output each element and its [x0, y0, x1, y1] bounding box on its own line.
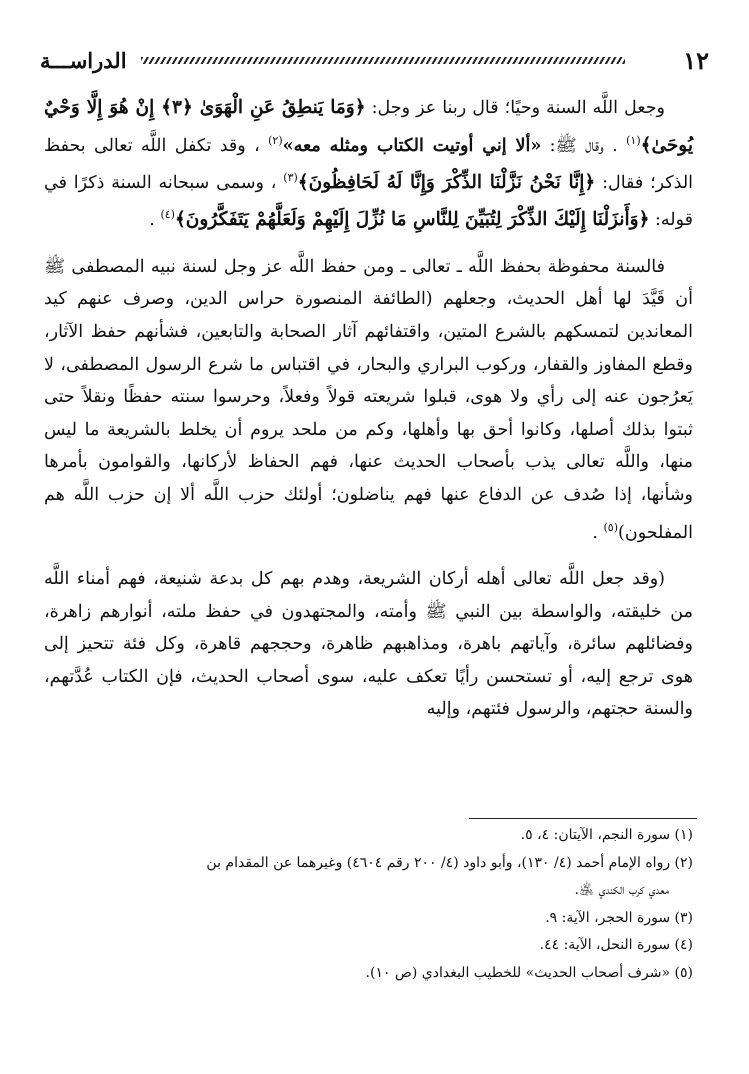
footnote-item: (٤) سورة النحل، الآية: ٤٤. [539, 937, 693, 953]
footnote-divider [469, 818, 697, 819]
footnote-item: (١) سورة النجم، الآيتان: ٤، ٥. [520, 827, 693, 843]
page-header [40, 40, 709, 80]
text-span: فالسنة محفوظة بحفظ اللَّه ـ تعالى ـ ومن حفظ اللَّه عز وجل لسنة نبيه المصطفى ﷺ أن قَيَّدَ لها أهل الحديث، وجعلهم (الطائفة المنصورة حراس الدين، وصرف عنهم كيد المعاندين لتمسكهم بالشرع المتين، واقتفائهم آثار الصحابة والتابعين، فشأنهم حفظ الآثار، وقطع المفاوز والقفار، وركوب البراري والبحار، في اقتباس ما شرع الرسول المصطفى، لا يَعرُجون عنه إلى رأي ولا هوى، قبلوا شريعته قولاً وفعلاً، وحرسوا سنته حفظًا ونقلاً حتى ثبتوا بذلك أصلها، وكانوا أحق بها وأهلها، وكم من ملحد يروم أن يخلط بالشريعة ما ليس منها، واللَّه تعالى يذب بأصحاب الحديث عنها، فهم الحفاظ لأركانها، والقوامون بأمرها وشأنها، إذا صُدف عن الدفاع عنها فهم يناضلون؛ أولئك حزب اللَّه ألا إن حزب اللَّه هم المفلحون) [44, 256, 693, 543]
footnote-item: (٢) رواه الإمام أحمد (٤/ ١٣٠)، وأبو داود (٤/ ٢٠٠ رقم ٤٦٠٤) وغيرهما عن المقدام بن [206, 854, 693, 871]
quran-verse: ﴿وَمَا يَنطِقُ عَنِ الْهَوَىٰ ﴿٣﴾ إِنْ هُوَ إِلَّا وَحْيٌ يُوحَىٰ﴾ [44, 97, 694, 156]
footnote-ref: (٥) [603, 520, 619, 534]
text-span: . [149, 210, 161, 231]
header-rule [141, 57, 625, 64]
main-text [44, 92, 693, 740]
paragraph-2 [44, 251, 693, 549]
footnote-item-continuation: معدي كرب الكندي ﵁. [574, 882, 669, 898]
quran-verse: ﴿إِنَّا نَحْنُ نَزَّلْنَا الذِّكْرَ وَإِنَّا لَهُ لَحَافِظُونَ﴾ [297, 171, 596, 193]
page-number: ١٢ [683, 45, 709, 75]
footnote-ref: (٣) [283, 171, 298, 185]
footnote-ref: (٢) [268, 133, 283, 147]
paragraph-3 [44, 563, 693, 726]
footnote-ref: (٤) [160, 208, 175, 222]
text-span: . وقال ﷺ: [541, 135, 627, 156]
text-span: (وقد جعل اللَّه تعالى أهله أركان الشريعة، وهدم بهم كل بدعة شنيعة، فهم أمناء اللَّه من خليقته، والواسطة بين النبي ﷺ وأمته، والمجتهدون في حفظ ملته، أنوارهم زاهرة، وفضائلهم سائرة، وآياتهم باهرة، ومذاهبهم ظاهرة، وحججهم قاهرة، وكل فئة تتحيز إلى هوى ترجع إليه، أو تستحسن رأيًا تعكف عليه، سوى أصحاب الحديث، فإن الكتاب عُدَّتهم، والسنة حجتهم، والرسول فئتهم، وإليه [44, 569, 693, 720]
hadith-quote: «ألا إني أوتيت الكتاب ومثله معه» [282, 135, 542, 156]
running-title: الدراســـة [40, 47, 127, 73]
footnotes [44, 822, 693, 987]
text-span: ، وقد تكفل اللَّه تعالى بحفظ الذكر؛ فقال: [44, 135, 694, 193]
footnote-item: (٥) «شرف أصحاب الحديث» للخطيب البغدادي (ص ١٠). [365, 964, 693, 981]
footnote-item: (٣) سورة الحجر، الآية: ٩. [545, 909, 693, 926]
footnote-ref: (١) [626, 133, 641, 147]
paragraph-1 [44, 92, 693, 237]
quran-verse: ﴿وَأَنزَلْنَا إِلَيْكَ الذِّكْرَ لِتُبَيِّنَ لِلنَّاسِ مَا نُزِّلَ إِلَيْهِمْ وَلَعَلَّهُمْ يَتَفَكَّرُونَ﴾ [174, 209, 650, 231]
text-span: وجعل اللَّه السنة وحيًا؛ قال ربنا عز وجل: [365, 98, 665, 118]
text-span: . [592, 522, 604, 543]
text-span: ، وسمى سبحانه السنة ذكرًا في قوله: [44, 172, 693, 231]
